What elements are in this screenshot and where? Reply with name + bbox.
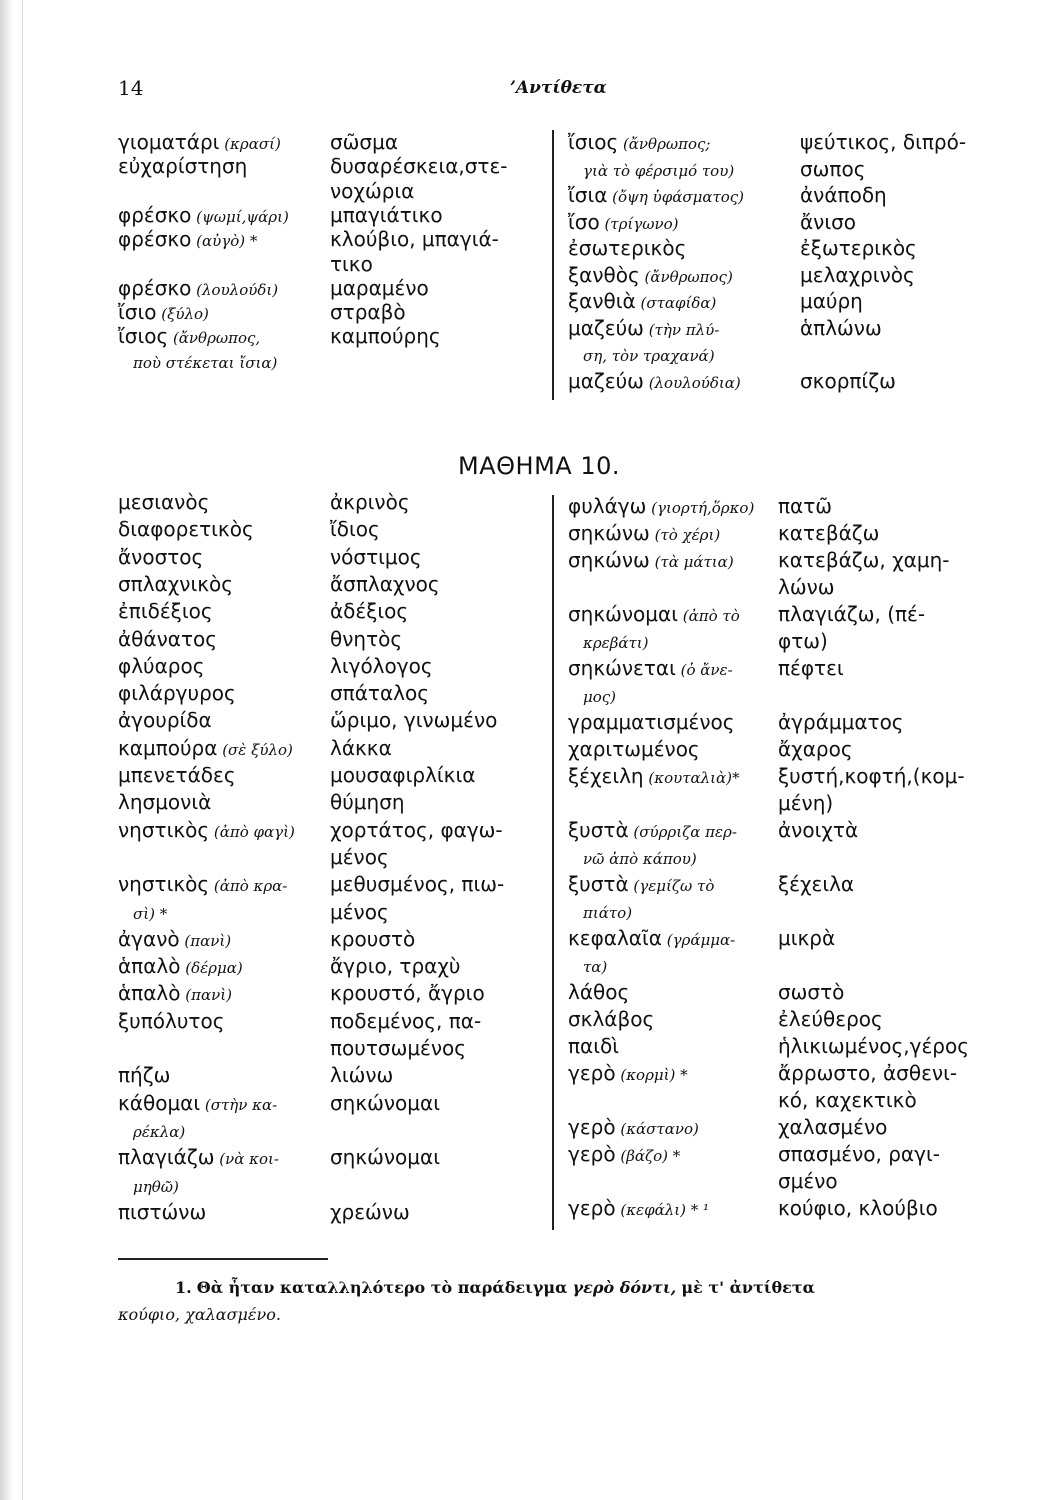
usage-note: (γιορτή,ὅρκο) xyxy=(646,499,755,517)
headword: μεσιανὸς xyxy=(118,490,210,514)
antonym: μπαγιάτικο xyxy=(330,202,443,227)
footnote-number: 1. xyxy=(175,1278,192,1297)
antonym: κατεβάζω xyxy=(778,521,880,545)
usage-note: (στὴν κα- xyxy=(200,1095,278,1114)
usage-note: (ἀπὸ τὸ xyxy=(677,607,740,625)
usage-note: νῶ ἀπὸ κάπου) xyxy=(583,850,697,868)
antonym: ἄγριο, τραχὺ xyxy=(330,954,461,979)
headword: εὐχαρίστηση xyxy=(118,154,248,179)
antonym: ἄχαρος xyxy=(778,737,853,761)
antonym: ἡλικιωμένος,γέρος xyxy=(778,1034,969,1058)
entry-word xyxy=(118,872,287,899)
usage-note: (πανὶ) xyxy=(180,986,232,1005)
entry-word xyxy=(118,708,212,733)
antonym: μαύρη xyxy=(800,289,863,313)
headword: σκλάβος xyxy=(568,1007,655,1031)
antonym: ἐλεύθερος xyxy=(778,1007,883,1031)
usage-note: (τὸ χέρι) xyxy=(649,526,721,544)
antonym: ποδεμένος, πα- xyxy=(330,1008,482,1033)
antonym: ἀνάποδη xyxy=(800,183,887,207)
usage-note: (σύρριζα περ- xyxy=(628,823,737,841)
entry-word xyxy=(118,954,243,981)
headword: ξυστὰ xyxy=(568,872,629,896)
usage-note: πιάτο) xyxy=(583,904,633,922)
headword: μαζεύω xyxy=(568,315,644,340)
usage-note: (ξύλο) xyxy=(156,305,209,324)
antonym: καμπούρης xyxy=(330,324,441,349)
antonym: ἐξωτερικὸς xyxy=(800,236,917,260)
entry-word xyxy=(118,1009,224,1034)
headword: ἴσιος xyxy=(118,324,169,349)
headword: μπενετάδες xyxy=(118,763,236,787)
antonym: σωπος xyxy=(800,156,866,181)
entry-word xyxy=(583,953,607,980)
usage-note: σὶ) * xyxy=(133,904,168,923)
antonym: χορτάτος, φαγω- xyxy=(330,817,503,842)
usage-note: (κουταλιὰ)* xyxy=(643,769,740,787)
antonym: ξέχειλα xyxy=(778,872,855,896)
headword: φρέσκο xyxy=(118,227,192,252)
usage-note: ση, τὸν τραχανά) xyxy=(583,347,715,365)
antonym: μεθυσμένος, πιω- xyxy=(330,872,505,897)
antonym: τικο xyxy=(330,251,373,276)
usage-note: (τὰ μάτια) xyxy=(649,553,734,571)
headword: ἴσια xyxy=(568,183,608,207)
antonym: θνητὸς xyxy=(330,626,403,651)
usage-note: (ἄνθρωπος; xyxy=(618,135,711,153)
entry-word xyxy=(118,654,204,679)
entry-word xyxy=(133,349,277,376)
antonym: ἀνοιχτὰ xyxy=(778,818,859,842)
headword: διαφορετικὸς xyxy=(118,517,254,542)
entry-word xyxy=(118,736,293,763)
headword: σηκώνω xyxy=(568,548,650,572)
antonym: κρουστὸ xyxy=(330,926,416,951)
headword: σπλαχνικὸς xyxy=(118,571,233,596)
entry-word xyxy=(568,710,735,735)
headword: λησμονιὰ xyxy=(118,790,212,815)
antonym: κλούβιο, μπαγιά- xyxy=(330,227,499,252)
entry-word xyxy=(568,818,737,845)
headword: σηκώνομαι xyxy=(568,602,678,626)
entry-word xyxy=(118,154,247,179)
entry-word xyxy=(118,130,281,157)
antonym: πατῶ xyxy=(778,494,833,518)
page-edge-line xyxy=(22,0,23,1500)
headword: πιστώνω xyxy=(118,1199,207,1224)
entry-word xyxy=(568,764,740,791)
entry-word xyxy=(583,845,697,872)
antonym: λιγόλογος xyxy=(330,653,433,678)
usage-note: (νὰ κοι- xyxy=(214,1150,279,1169)
headword: ξυπόλυτος xyxy=(118,1008,225,1033)
antonym: ἀκρινὸς xyxy=(330,490,410,514)
headword: σηκώνεται xyxy=(568,656,676,680)
entry-word xyxy=(118,599,213,624)
headword: ἁπαλὸ xyxy=(118,981,181,1006)
usage-note: (αὐγὸ) * xyxy=(191,232,258,251)
antonym: στραβὸ xyxy=(330,300,406,325)
entry-word xyxy=(568,980,629,1005)
usage-note: (πανὶ) xyxy=(179,931,232,950)
entry-word xyxy=(568,926,735,953)
entry-word xyxy=(118,203,289,230)
usage-note: ρέκλα) xyxy=(133,1122,186,1141)
headword: κεφαλαῖα xyxy=(568,926,662,950)
entry-word xyxy=(118,300,209,327)
column-divider-bottom xyxy=(552,495,554,1230)
entry-word xyxy=(583,342,715,369)
usage-note: τα) xyxy=(583,958,608,976)
usage-note: (σταφίδα) xyxy=(635,294,717,312)
antonym: μουσαφιρλίκια xyxy=(330,763,476,787)
entry-word xyxy=(568,210,679,237)
usage-note: (γράμμα- xyxy=(661,931,736,949)
entry-word xyxy=(568,521,720,548)
column-divider-top xyxy=(552,130,554,400)
entry-word xyxy=(118,627,217,652)
antonym: ξυστή,κοφτή,(κομ- xyxy=(778,764,965,788)
headword: φυλάγω xyxy=(568,494,647,518)
usage-note: (σὲ ξύλο) xyxy=(217,740,293,759)
headword: γερὸ xyxy=(568,1196,616,1220)
entry-word xyxy=(118,517,254,542)
headword: πήζω xyxy=(118,1063,171,1088)
lesson-title: ΜΑΘΗΜΑ 10. xyxy=(458,452,620,480)
entry-word xyxy=(118,1091,277,1118)
entry-word xyxy=(118,1063,170,1088)
entry-word xyxy=(568,1142,680,1169)
usage-note: (ὁ ἄνε- xyxy=(675,661,733,679)
headword: νηστικὸς xyxy=(118,872,210,897)
usage-note: (λουλούδι) xyxy=(191,280,279,299)
antonym: λιώνω xyxy=(330,1063,394,1088)
headword: ἴσιο xyxy=(118,300,157,325)
entry-word xyxy=(568,130,710,157)
antonym: σμένο xyxy=(778,1169,838,1193)
antonym: κρουστό, ἄγριο xyxy=(330,981,485,1006)
usage-note: (κορμὶ) * xyxy=(615,1066,688,1084)
usage-note: (ἀπὸ φαγὶ) xyxy=(209,822,295,841)
usage-note: (ἄνθρωπος) xyxy=(639,267,733,286)
usage-note: (κεφάλι) * ¹ xyxy=(615,1201,710,1219)
antonym: ἁπλώνω xyxy=(800,315,882,340)
entry-word xyxy=(133,900,167,927)
entry-word xyxy=(568,1007,654,1032)
antonym: μικρὰ xyxy=(778,926,836,950)
antonym: σπάταλος xyxy=(330,681,429,706)
headword: φρέσκο xyxy=(118,202,192,227)
usage-note: (γεμίζω τὸ xyxy=(628,877,715,895)
antonym: μένος xyxy=(330,844,389,869)
antonym: πέφτει xyxy=(778,656,844,680)
headword: ξέχειλη xyxy=(568,764,644,788)
usage-note: (κάστανο) xyxy=(615,1120,699,1138)
headword: σηκώνω xyxy=(568,521,650,545)
entry-word xyxy=(118,981,232,1008)
headword: ἁπαλὸ xyxy=(118,954,181,979)
antonym: χρεώνω xyxy=(330,1199,410,1224)
entry-word xyxy=(583,899,632,926)
entry-word xyxy=(568,737,700,762)
entry-word xyxy=(568,183,744,210)
entry-word xyxy=(118,1145,279,1172)
entry-word xyxy=(568,1061,688,1088)
entry-word xyxy=(568,236,686,261)
entry-word xyxy=(568,872,714,899)
entry-word xyxy=(568,1034,619,1059)
antonym: πουτσωμένος xyxy=(330,1036,466,1060)
usage-note: (ἄνθρωπος, xyxy=(168,329,261,348)
antonym: μένη) xyxy=(778,791,834,815)
page-edge-shadow xyxy=(0,0,14,1500)
antonym: φτω) xyxy=(778,629,828,653)
headword: χαριτωμένος xyxy=(568,737,700,761)
headword: γερὸ xyxy=(568,1115,616,1139)
antonym: μελαχρινὸς xyxy=(800,262,915,287)
usage-note: γιὰ τὸ φέρσιμό του) xyxy=(583,161,735,180)
entry-word xyxy=(568,602,740,629)
antonym: λάκκα xyxy=(330,735,392,760)
antonym: ἄσπλαχνος xyxy=(330,571,440,596)
entry-word xyxy=(118,572,233,597)
usage-note: μος) xyxy=(583,688,617,706)
headword: καμπούρα xyxy=(118,735,218,760)
antonym: σῶσμα xyxy=(330,130,399,154)
antonym: μένος xyxy=(330,899,389,924)
antonym: ἀδέξιος xyxy=(330,599,409,624)
entry-word xyxy=(568,494,754,521)
entry-word xyxy=(583,157,734,184)
running-title: ’Αντίθετα xyxy=(510,78,607,98)
entry-word xyxy=(118,927,231,954)
usage-note: κρεβάτι) xyxy=(583,634,649,652)
entry-word xyxy=(118,324,260,351)
headword: γερὸ xyxy=(568,1061,616,1085)
footnote-text: Θὰ ἦταν καταλληλότερο τὸ παράδειγμα xyxy=(196,1278,568,1297)
entry-word xyxy=(568,263,733,290)
entry-word xyxy=(118,490,209,515)
entry-word xyxy=(133,1118,185,1145)
entry-word xyxy=(583,683,616,710)
entry-word xyxy=(118,227,257,254)
headword: παιδὶ xyxy=(568,1034,619,1058)
usage-note: (δέρμα) xyxy=(180,959,243,978)
entry-word xyxy=(568,1115,699,1142)
entry-word xyxy=(568,289,716,316)
antonym: σκορπίζω xyxy=(800,368,896,393)
antonym: ἄρρωστο, ἀσθενι- xyxy=(778,1061,958,1085)
antonym: θύμηση xyxy=(330,790,405,815)
entry-word xyxy=(118,681,236,706)
headword: ἀθάνατος xyxy=(118,626,217,651)
usage-note: (βάζο) * xyxy=(615,1147,681,1165)
entry-word xyxy=(118,1200,206,1225)
entry-word xyxy=(568,548,734,575)
footnote-rule xyxy=(118,1258,328,1260)
headword: ἴσιος xyxy=(568,130,619,154)
antonym: πλαγιάζω, (πέ- xyxy=(778,602,926,626)
usage-note: (ὄψη ὑφάσματος) xyxy=(607,188,745,206)
usage-note: ποὺ στέκεται ἴσια) xyxy=(133,353,278,372)
usage-note: (ἀπὸ κρα- xyxy=(209,877,288,896)
page-number: 14 xyxy=(118,76,144,100)
antonym: κούφιο, κλούβιο xyxy=(778,1196,938,1220)
usage-note: (ψωμί,ψάρι) xyxy=(191,207,289,226)
headword: φρέσκο xyxy=(118,275,192,300)
headword: ἐπιδέξιος xyxy=(118,599,213,624)
entry-word xyxy=(118,276,278,303)
footnote-example: γερὸ δόντι, xyxy=(572,1278,677,1297)
footnote-text-end: μὲ τ' ἀντίθετα xyxy=(681,1278,815,1297)
antonym: ἴδιος xyxy=(330,517,380,542)
usage-note: (τρίγωνο) xyxy=(599,214,679,233)
headword: μαζεύω xyxy=(568,368,644,393)
footnote-line-1 xyxy=(175,1278,815,1297)
entry-word xyxy=(133,1173,179,1200)
entry-word xyxy=(118,763,236,788)
headword: φλύαρος xyxy=(118,653,205,678)
antonym: σπασμένο, ραγι- xyxy=(778,1142,940,1166)
headword: ἐσωτερικὸς xyxy=(568,236,687,260)
antonym: σηκώνομαι xyxy=(330,1145,440,1170)
antonym: κό, καχεκτικὸ xyxy=(778,1088,917,1112)
entry-word xyxy=(568,1196,709,1223)
headword: ἀγανὸ xyxy=(118,926,180,951)
headword: ἄνοστος xyxy=(118,544,204,569)
antonym: νόστιμος xyxy=(330,544,422,569)
antonym: ἄνισο xyxy=(800,209,857,234)
headword: ἴσο xyxy=(568,209,600,234)
headword: ξυστὰ xyxy=(568,818,629,842)
entry-word xyxy=(568,316,719,343)
antonym: ἀγράμματος xyxy=(778,710,904,734)
antonym: ψεύτικος, διπρό- xyxy=(800,130,967,154)
antonym: κατεβάζω, χαμη- xyxy=(778,548,950,572)
entry-word xyxy=(118,790,211,815)
usage-note: (τὴν πλύ- xyxy=(643,320,720,339)
headword: νηστικὸς xyxy=(118,817,210,842)
usage-note: (κρασί) xyxy=(219,135,281,153)
antonym: ὥριμο, γινωμένο xyxy=(330,708,498,733)
antonym: λώνω xyxy=(778,575,835,599)
entry-word xyxy=(568,656,733,683)
headword: φιλάργυρος xyxy=(118,681,236,706)
antonym: δυσαρέσκεια,στε- xyxy=(330,154,508,179)
headword: πλαγιάζω xyxy=(118,1145,215,1170)
antonym: σωστὸ xyxy=(778,980,845,1004)
headword: γερὸ xyxy=(568,1142,616,1166)
headword: λάθος xyxy=(568,980,630,1004)
entry-word xyxy=(118,545,203,570)
entry-word xyxy=(568,369,741,396)
headword: ξανθιὰ xyxy=(568,289,636,313)
headword: κάθομαι xyxy=(118,1090,201,1115)
headword: γιοματάρι xyxy=(118,130,220,154)
headword: ἀγουρίδα xyxy=(118,708,212,733)
antonym: μαραμένο xyxy=(330,275,429,300)
antonym: χαλασμένο xyxy=(778,1115,888,1139)
antonym: σηκώνομαι xyxy=(330,1090,440,1115)
usage-note: (λουλούδια) xyxy=(643,373,741,392)
headword: γραμματισμένος xyxy=(568,710,735,734)
entry-word xyxy=(583,629,649,656)
headword: ξανθὸς xyxy=(568,262,640,287)
antonym: νοχώρια xyxy=(330,178,415,203)
footnote-line-2: κούφιο, χαλασμένο. xyxy=(118,1305,281,1324)
usage-note: μηθῶ) xyxy=(133,1177,179,1196)
entry-word xyxy=(118,818,295,845)
